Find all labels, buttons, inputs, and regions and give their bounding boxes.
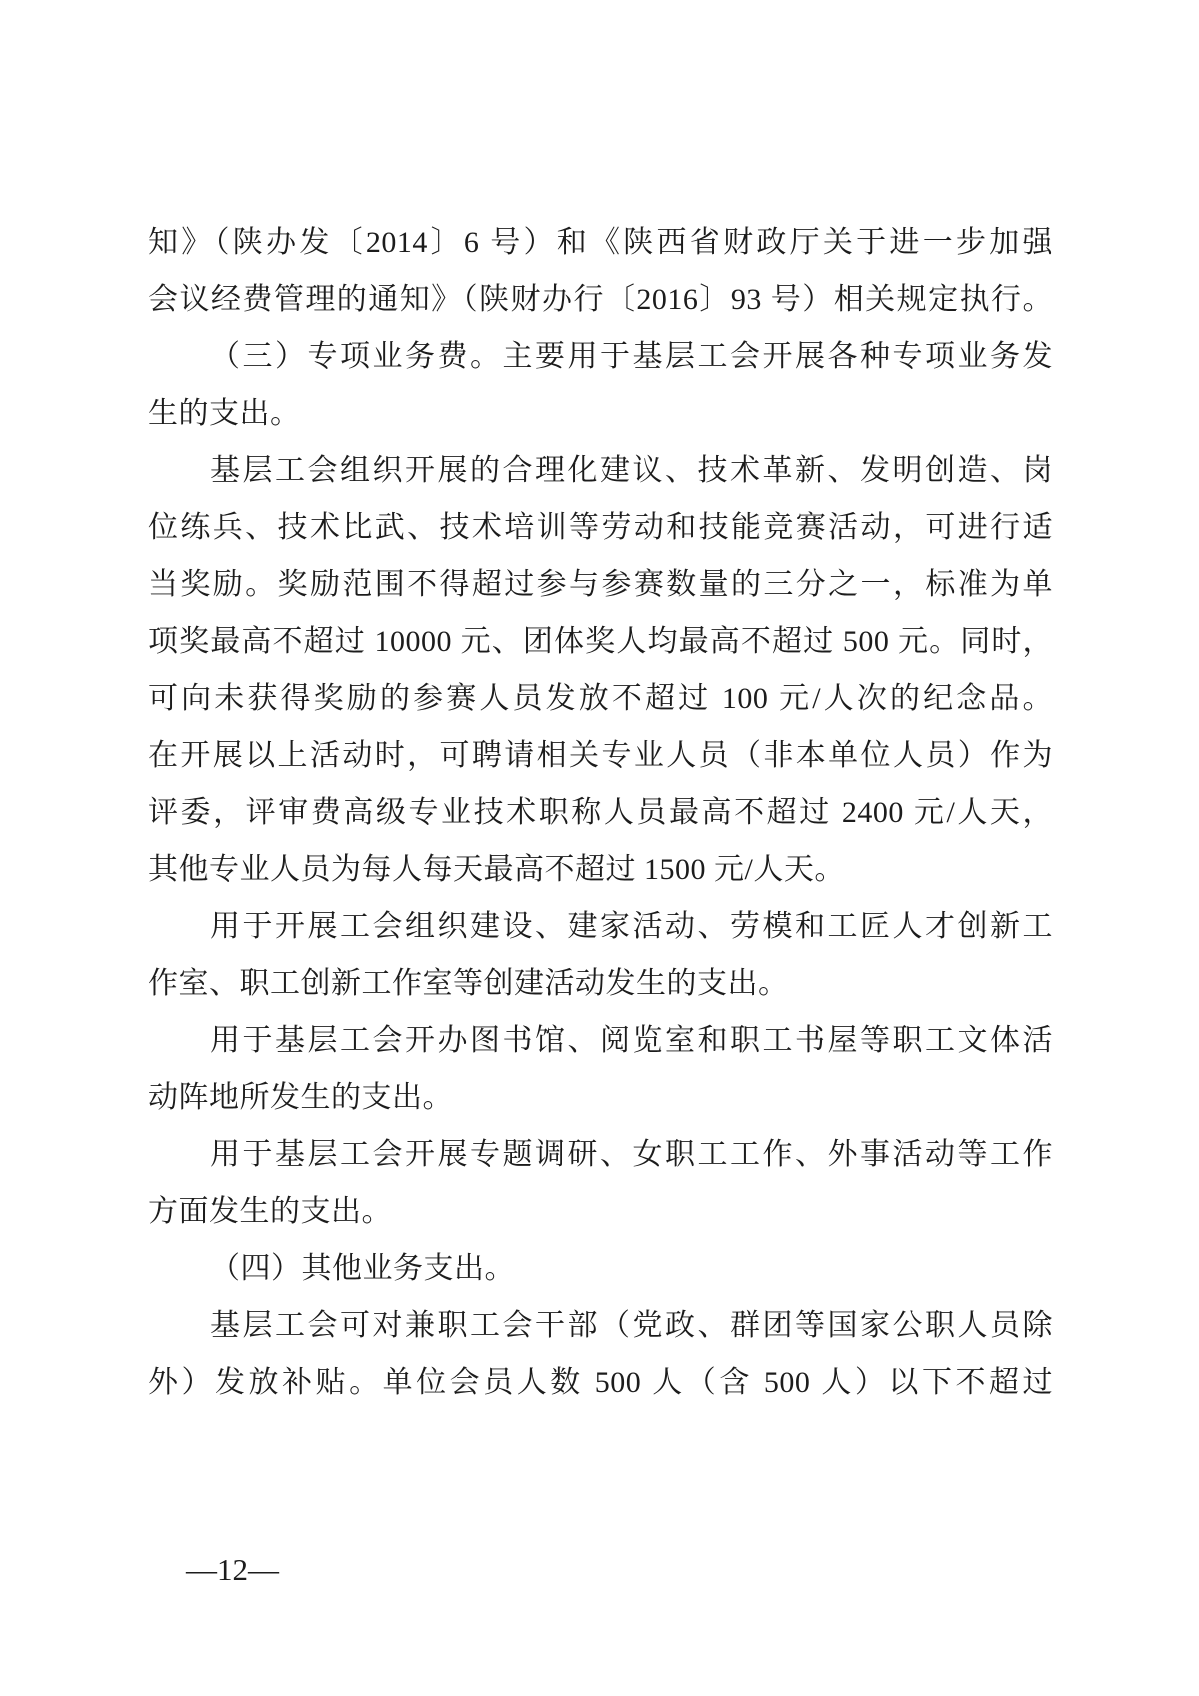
text-line: 动阵地所发生的支出。	[148, 1081, 453, 1114]
text-line: 会议经费管理的通知》（陕财办行〔2016〕93 号）相关规定执行。	[148, 283, 1053, 316]
text-line: 项奖最高不超过 10000 元、团体奖人均最高不超过 500 元。同时，	[148, 625, 1053, 658]
text-line: 基层工会组织开展的合理化建议、技术革新、发明创造、岗	[210, 454, 1053, 487]
text-line: 当奖励。奖励范围不得超过参与参赛数量的三分之一，标准为单	[148, 568, 1053, 601]
text-line: 用于开展工会组织建设、建家活动、劳模和工匠人才创新工	[210, 910, 1053, 943]
text-line: 位练兵、技术比武、技术培训等劳动和技能竞赛活动，可进行适	[148, 511, 1053, 544]
text-line: 作室、职工创新工作室等创建活动发生的支出。	[148, 967, 789, 1000]
text-line: （四）其他业务支出。	[210, 1252, 515, 1285]
text-line: 在开展以上活动时，可聘请相关专业人员（非本单位人员）作为	[148, 739, 1053, 772]
page-number: —12—	[186, 1552, 279, 1587]
text-line: 评委，评审费高级专业技术职称人员最高不超过 2400 元/人天，	[148, 796, 1053, 829]
text-line: 外）发放补贴。单位会员人数 500 人（含 500 人）以下不超过	[148, 1366, 1053, 1399]
text-line: （三）专项业务费。主要用于基层工会开展各种专项业务发	[210, 340, 1053, 373]
text-line: 用于基层工会开展专题调研、女职工工作、外事活动等工作	[210, 1138, 1053, 1171]
text-line: 生的支出。	[148, 397, 301, 430]
text-line: 方面发生的支出。	[148, 1195, 392, 1228]
text-line: 用于基层工会开办图书馆、阅览室和职工书屋等职工文体活	[210, 1024, 1053, 1057]
text-line: 基层工会可对兼职工会干部（党政、群团等国家公职人员除	[210, 1309, 1053, 1342]
document-body	[148, 214, 1053, 1411]
text-line: 知》（陕办发〔2014〕6 号）和《陕西省财政厅关于进一步加强	[148, 226, 1053, 259]
text-line: 可向未获得奖励的参赛人员发放不超过 100 元/人次的纪念品。	[148, 682, 1053, 715]
text-line: 其他专业人员为每人每天最高不超过 1500 元/人天。	[148, 853, 845, 886]
